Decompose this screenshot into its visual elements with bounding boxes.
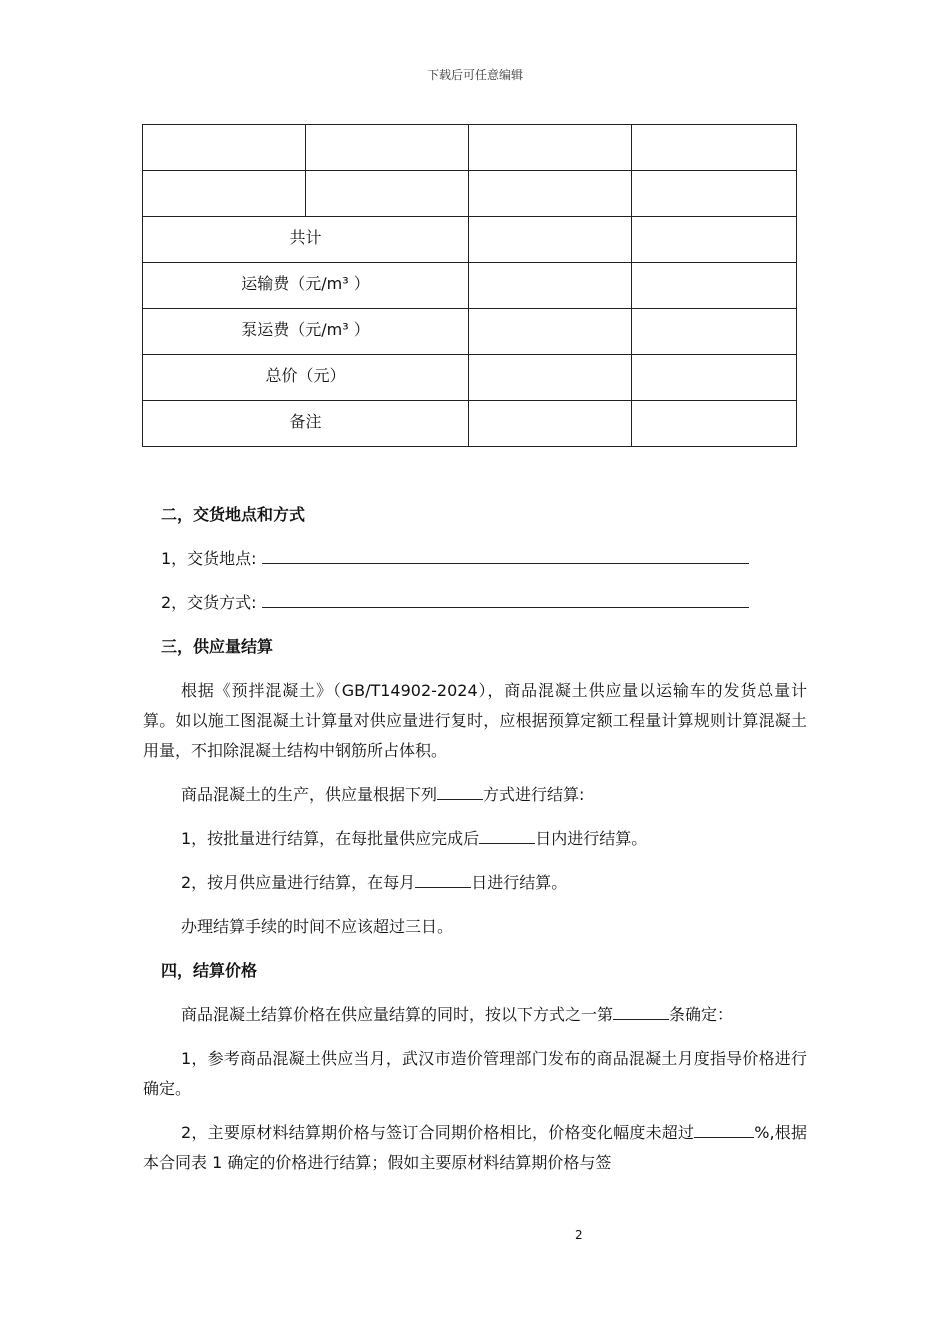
section-heading-price: 四，结算价格 <box>161 961 258 980</box>
delivery-method-label: 2，交货方式: <box>161 593 262 612</box>
table-row-remarks <box>143 401 797 447</box>
table-cell <box>469 401 632 447</box>
page-number: 2 <box>575 1228 583 1242</box>
table-cell <box>632 125 797 171</box>
table-cell <box>469 217 632 263</box>
table-cell <box>632 263 797 309</box>
delivery-method-blank[interactable] <box>262 589 749 608</box>
blank-field[interactable] <box>437 781 483 800</box>
table-cell <box>469 309 632 355</box>
paragraph: 根据《预拌混凝土》（GB/T14902-2024），商品混凝土供应量以运输车的发货总量计算。如以施工图混凝土计算量对供应量进行复时，应根据预算定额工程量计算规则计算混凝土用量，不扣除混凝土结构中钢筋所占体积。 <box>143 681 807 760</box>
table-row-label: 总价（元） <box>143 355 469 401</box>
blank-field[interactable] <box>479 825 535 844</box>
section-heading-settlement: 三，供应量结算 <box>161 637 274 656</box>
table-cell <box>469 355 632 401</box>
table-cell <box>469 263 632 309</box>
table-row-label: 共计 <box>143 217 469 263</box>
delivery-location-label: 1，交货地点: <box>161 549 262 568</box>
table-cell <box>306 171 469 217</box>
table-row-transport-fee <box>143 263 797 309</box>
delivery-location-line <box>161 544 807 588</box>
delivery-method-line <box>161 588 807 632</box>
table-row-label: 运输费（元/m³ ） <box>143 263 469 309</box>
table-cell <box>143 171 306 217</box>
table-row-label: 备注 <box>143 401 469 447</box>
paragraph: 1，参考商品混凝土供应当月，武汉市造价管理部门发布的商品混凝土月度指导价格进行确定。 <box>143 1049 807 1098</box>
table-row-pump-fee <box>143 309 797 355</box>
document-body <box>143 500 807 1192</box>
paragraph: 办理结算手续的时间不应该超过三日。 <box>181 917 454 936</box>
blank-field[interactable] <box>415 869 471 888</box>
table-cell <box>632 217 797 263</box>
section-heading-delivery: 二，交货地点和方式 <box>161 505 306 524</box>
table-row <box>143 125 797 171</box>
table-row-label: 泵运费（元/m³ ） <box>143 309 469 355</box>
table-row-total-price <box>143 355 797 401</box>
table-cell <box>632 309 797 355</box>
page-header-note: 下载后可任意编辑 <box>426 68 523 82</box>
paragraph: 商品混凝土结算价格在供应量结算的同时，按以下方式之一第 条确定： <box>143 1000 807 1030</box>
blank-field[interactable] <box>694 1119 754 1138</box>
table-cell <box>306 125 469 171</box>
table-row-total <box>143 217 797 263</box>
delivery-location-blank[interactable] <box>262 545 749 564</box>
paragraph: 商品混凝土的生产，供应量根据下列 方式进行结算: <box>143 780 807 810</box>
table-cell <box>632 401 797 447</box>
paragraph: 1，按批量进行结算，在每批量供应完成后 日内进行结算。 <box>143 824 807 854</box>
paragraph: 2，按月供应量进行结算，在每月 日进行结算。 <box>143 868 807 898</box>
blank-field[interactable] <box>613 1001 669 1020</box>
table-cell <box>632 171 797 217</box>
table-cell <box>469 171 632 217</box>
price-table <box>142 124 797 447</box>
table-cell <box>143 125 306 171</box>
table-cell <box>469 125 632 171</box>
table-row <box>143 171 797 217</box>
table-cell <box>632 355 797 401</box>
paragraph: 2，主要原材料结算期价格与签订合同期价格相比，价格变化幅度未超过 %,根据本合同表 1 确定的价格进行结算；假如主要原材料结算期价格与签 <box>143 1118 807 1178</box>
